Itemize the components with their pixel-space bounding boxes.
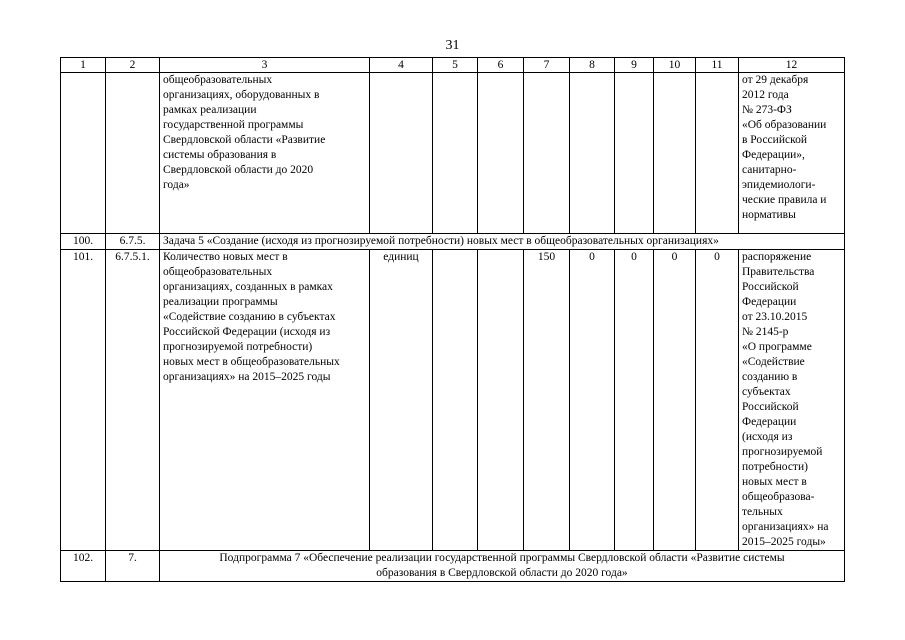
cell-num [61,73,106,234]
header-cell-3: 3 [160,58,370,73]
subprogram-title-cell: Подпрограмма 7 «Обеспечение реализации государственной программы Свердловской области «Развитие системы образования в Свердловской области до 2020 года» [160,551,845,582]
task-title-cell: Задача 5 «Создание (исходя из прогнозируемой потребности) новых мест в общеобразовательных организациях» [160,234,845,250]
header-cell-4: 4 [370,58,433,73]
header-cell-7: 7 [524,58,570,73]
cell-code: 7. [106,551,160,582]
cell-code: 6.7.5.1. [106,250,160,551]
cell-5 [433,250,478,551]
cell-11 [696,73,739,234]
cell-10 [654,73,696,234]
header-cell-6: 6 [478,58,524,73]
cell-unit [370,73,433,234]
cell-indicator: общеобразовательных организациях, оборудованных в рамках реализации государственной программы Свердловской области «Развитие системы образования в Свердловской области до 2020 года» [160,73,370,234]
cell-9 [615,73,654,234]
cell-source: от 29 декабря 2012 года № 273-ФЗ «Об образовании в Российской Федерации», санитарно- эпидемиологи- ческие правила и нормативы [739,73,845,234]
header-cell-2: 2 [106,58,160,73]
cell-10: 0 [654,250,696,551]
cell-11: 0 [696,250,739,551]
cell-num: 101. [61,250,106,551]
cell-8 [570,73,615,234]
cell-8: 0 [570,250,615,551]
table-row-100 [61,234,845,250]
cell-7: 150 [524,250,570,551]
table-row-102 [61,551,845,582]
page-number: 31 [445,38,460,53]
cell-indicator: Количество новых мест в общеобразовательных организациях, созданных в рамках реализации программы «Содействие созданию в субъектах Российской Федерации (исходя из прогнозируемой потребности) новых мест в общеобразовательных организациях» на 2015–2025 годы [160,250,370,551]
cell-9: 0 [615,250,654,551]
cell-code: 6.7.5. [106,234,160,250]
table-header-row [61,58,845,73]
header-cell-12: 12 [739,58,845,73]
cell-source: распоряжение Правительства Российской Федерации от 23.10.2015 № 2145-р «О программе «Содействие созданию в субъектах Российской Федерации (исходя из прогнозируемой потребности) новых мест в общеобразова- тельных организациях» на 2015–2025 годы» [739,250,845,551]
cell-code [106,73,160,234]
header-cell-10: 10 [654,58,696,73]
cell-5 [433,73,478,234]
cell-7 [524,73,570,234]
header-cell-1: 1 [61,58,106,73]
cell-6 [478,73,524,234]
cell-6 [478,250,524,551]
indicators-table [60,57,845,582]
table-row-101 [61,250,845,551]
cell-unit: единиц [370,250,433,551]
header-cell-9: 9 [615,58,654,73]
header-cell-8: 8 [570,58,615,73]
cell-num: 102. [61,551,106,582]
table-row-continuation [61,73,845,234]
cell-num: 100. [61,234,106,250]
header-cell-5: 5 [433,58,478,73]
header-cell-11: 11 [696,58,739,73]
